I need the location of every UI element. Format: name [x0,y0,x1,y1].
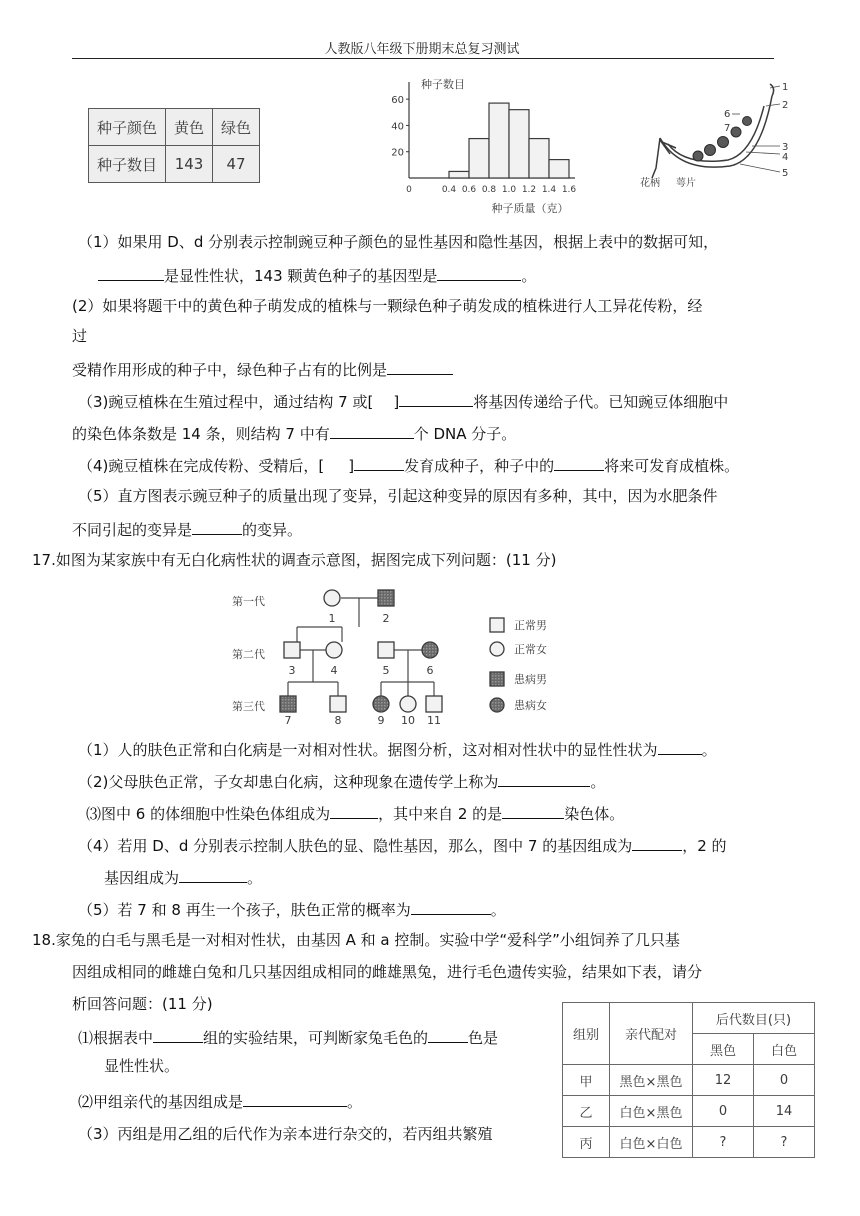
q16-part2-line1: (2）如果将题干中的黄色种子萌发成的植株与一颗绿色种子萌发成的植株进行人工异花传粉，经 [72,297,703,315]
seed [705,145,716,156]
y-tick-label: 20 [391,147,404,159]
histogram-bar [529,139,549,178]
normal-female-symbol [400,696,416,712]
table-cell: 12 [693,1065,754,1096]
table-cell: 白色×白色 [610,1127,693,1158]
pod-label: 6 [724,109,731,120]
q18-intro-line3: 析回答问题：(11 分) [72,995,213,1013]
q17-part4-line2: 基因组成为 。 [104,866,262,888]
individual-number: 1 [328,612,336,625]
normal-male-symbol [284,642,300,658]
x-tick-label: 1.0 [501,185,517,195]
page-header: 人教版八年级下册期末总复习测试 [324,42,520,57]
table-cell: 黄色 [166,109,213,146]
pedigree-chart [222,582,582,727]
table-cell: 14 [754,1096,815,1127]
individual-number: 4 [330,664,338,677]
normal-female-symbol [324,590,340,606]
pod-caption: 萼片 [676,178,696,189]
pea-pod-illustration [640,78,790,188]
pod-label: 4 [782,152,789,163]
answer-blank[interactable] [354,454,404,471]
x-tick-label: 0 [406,185,412,195]
table-cell: 白色×黑色 [610,1096,693,1127]
table-header: 黑色 [693,1034,754,1065]
q16-part5-line1: （5）直方图表示豌豆种子的质量出现了变异，引起这种变异的原因有多种，其中，因为水肥条件 [78,487,718,505]
answer-blank[interactable] [243,1090,347,1107]
histogram-bar [509,110,529,178]
normal-male-symbol [378,642,394,658]
q16-part5-line2: 不同引起的变异是 的变异。 [72,518,302,540]
answer-blank[interactable] [192,518,242,535]
x-tick-label: 1.2 [521,185,537,195]
x-tick-label: 0.8 [481,185,497,195]
table-header: 亲代配对 [610,1003,693,1065]
q18-part1-line1: ⑴根据表中 组的实验结果，可判断家兔毛色的 色是 [78,1026,498,1048]
answer-blank[interactable] [428,1026,468,1043]
seed [743,117,752,126]
seed-table [88,108,260,183]
legend-affected-male [490,672,504,686]
table-cell: 0 [754,1065,815,1096]
normal-male-symbol [426,696,442,712]
normal-female-symbol [326,642,342,658]
table-header: 后代数目(只) [693,1003,815,1034]
individual-number: 3 [288,664,296,677]
y-tick-label: 60 [391,95,404,107]
affected-male-symbol [280,696,296,712]
seed [693,151,703,161]
q16-part3-line1: （3)豌豆植株在生殖过程中，通过结构 7 或[ ] 将基因传递给子代。已知豌豆体细胞中 [78,390,728,412]
generation-label: 第三代 [232,700,265,713]
legend-label: 患病男 [514,673,547,686]
x-tick-label: 0.4 [441,185,457,195]
y-tick-label: 40 [391,121,404,133]
individual-number: 9 [377,714,385,727]
table-cell: ? [754,1127,815,1158]
legend-normal-female [490,642,504,656]
seed [718,137,729,148]
q18-intro-line2: 因组成相同的雌雄白兔和几只基因组成相同的雌雄黑兔，进行毛色遗传实验，结果如下表，请分 [72,963,703,981]
individual-number: 11 [427,714,441,727]
table-cell: 47 [213,146,260,183]
table-header: 组别 [563,1003,610,1065]
histogram-bar [549,160,569,178]
answer-blank[interactable] [98,264,164,281]
q18-part1-line2: 显性性状。 [104,1057,180,1075]
generation-label: 第一代 [232,595,265,608]
q16-part1-line1: （1）如果用 D、d 分别表示控制豌豆种子颜色的显性基因和隐性基因，根据上表中的数据可知， [78,233,719,251]
flower-stalk [652,138,660,178]
table-cell: 乙 [563,1096,610,1127]
seed [731,127,741,137]
generation-label: 第二代 [232,648,265,661]
answer-blank[interactable] [658,738,702,755]
table-row [563,1065,815,1096]
legend-label: 患病女 [514,699,547,712]
individual-number: 5 [382,664,390,677]
pod-tip [770,84,774,96]
pod-label: 3 [782,142,789,153]
rabbit-table-wrap [562,1002,815,1158]
table-row [563,1127,815,1158]
individual-number: 2 [382,612,390,625]
pod-label: 5 [782,168,789,179]
answer-blank[interactable] [498,770,590,787]
q17-part3: ⑶图中 6 的体细胞中性染色体组成为 ，其中来自 2 的是 染色体。 [86,802,624,824]
table-header: 白色 [754,1034,815,1065]
x-axis-label: 种子质量（克） [491,202,569,215]
individual-number: 7 [284,714,292,727]
y-axis-label: 种子数目 [421,78,465,91]
legend-label: 正常女 [514,643,547,656]
answer-blank[interactable] [399,390,473,407]
affected-female-symbol [422,642,438,658]
pod-label: 2 [782,100,789,111]
answer-blank[interactable] [330,422,414,439]
table-cell: 种子颜色 [89,109,166,146]
legend-affected-female [490,698,504,712]
x-tick-label: 1.6 [561,185,577,195]
q16-part4: （4)豌豆植株在完成传粉、受精后，[ ] 发育成种子，种子中的 将来可发育成植株。 [78,454,739,476]
answer-blank[interactable] [437,264,521,281]
pod-label: 7 [724,123,731,134]
normal-male-symbol [330,696,346,712]
q18-intro-line1: 18.家兔的白毛与黑毛是一对相对性状，由基因 A 和 a 控制。实验中学“爱科学”小组饲养了几只基 [32,931,680,949]
q17-title: 17.如图为某家族中有无白化病性状的调查示意图，据图完成下列问题：(11 分) [32,551,557,569]
histogram-bar [489,103,509,178]
table-cell: 0 [693,1096,754,1127]
q17-part1: （1）人的肤色正常和白化病是一对相对性状。据图分析，这对相对性状中的显性性状为 。 [78,738,717,760]
individual-number: 10 [401,714,415,727]
table-row [89,109,260,146]
table-cell: 黑色×黑色 [610,1065,693,1096]
pod-label: 1 [782,82,789,93]
individual-number: 6 [426,664,434,677]
answer-blank[interactable] [179,866,247,883]
table-cell: 143 [166,146,213,183]
q16-part1-line2: 是显性性状，143 颗黄色种子的基因型是 。 [98,264,536,286]
histogram-bar [449,171,469,178]
q16-part2-line2: 过 [72,327,88,345]
answer-blank[interactable] [411,898,491,915]
seed-mass-histogram [391,72,595,217]
answer-blank[interactable] [153,1026,203,1043]
table-cell: 种子数目 [89,146,166,183]
q17-part2: （2)父母肤色正常，子女却患白化病，这种现象在遗传学上称为 。 [78,770,605,792]
q17-part5: （5）若 7 和 8 再生一个孩子，肤色正常的概率为 。 [78,898,506,920]
q16-part2-line3: 受精作用形成的种子中，绿色种子占有的比例是 [72,358,453,380]
table-row [563,1096,815,1127]
table-cell: 甲 [563,1065,610,1096]
answer-blank[interactable] [554,454,604,471]
legend-label: 正常男 [514,619,547,632]
table-row [563,1003,815,1034]
table-cell: ? [693,1127,754,1158]
answer-blank[interactable] [632,834,682,851]
q16-part3-line2: 的染色体条数是 14 条，则结构 7 中有 个 DNA 分子。 [72,422,516,444]
seed-table-wrap [88,108,260,183]
sepal [660,140,676,154]
answer-blank[interactable] [502,802,564,819]
table-row [89,146,260,183]
q18-part2: ⑵甲组亲代的基因组成是 。 [78,1090,362,1112]
x-tick-label: 0.6 [461,185,477,195]
q18-part3: （3）丙组是用乙组的后代作为亲本进行杂交的，若丙组共繁殖 [78,1125,493,1143]
q17-part4-line1: （4）若用 D、d 分别表示控制人肤色的显、隐性基因，那么，图中 7 的基因组成为 ，2 的 [78,834,727,856]
x-tick-label: 1.4 [541,185,557,195]
affected-female-symbol [373,696,389,712]
header-rule [72,58,774,59]
answer-blank[interactable] [330,802,378,819]
individual-number: 8 [334,714,342,727]
table-cell: 丙 [563,1127,610,1158]
histogram-bar [469,139,489,178]
rabbit-table [562,1002,815,1158]
affected-male-symbol [378,590,394,606]
pod-caption: 花柄 [640,178,660,189]
legend-normal-male [490,618,504,632]
table-cell: 绿色 [213,109,260,146]
answer-blank[interactable] [387,358,453,375]
